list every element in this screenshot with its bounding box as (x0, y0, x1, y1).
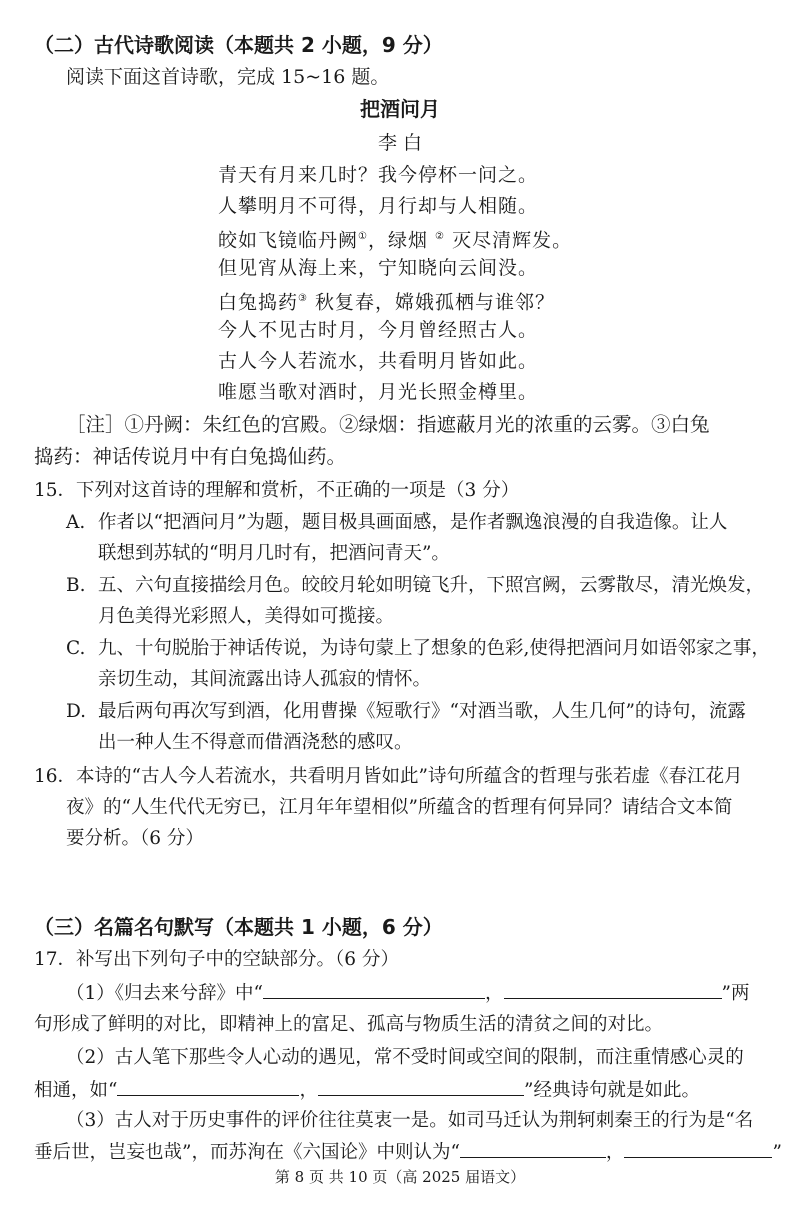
q17-blank-4[interactable] (318, 1077, 524, 1096)
q16-line-2: 夜》的“人生代代无穷已，江月年年望相似”所蕴含的哲理有何异同？请结合文本简 (66, 797, 733, 818)
page-footer: 第 8 页 共 10 页（高 2025 届语文） (274, 1168, 526, 1186)
poem-line-3 (218, 224, 572, 253)
q17-stem: 17．补写出下列句子中的空缺部分。（6 分） (34, 949, 399, 970)
q16-line-1: 16．本诗的“古人今人若流水，共看明月皆如此”诗句所蕴含的哲理与张若虚《春江花月 (34, 766, 743, 787)
q15-option-b (66, 573, 764, 599)
q15-option-a-letter: A. (66, 512, 86, 533)
q15-option-d-text: 最后两句再次写到酒，化用曹操《短歌行》“对酒当歌，人生几何”的诗句，流露 (98, 701, 746, 722)
q15-option-a (66, 510, 727, 536)
q15-option-c-text: 九、十句脱胎于神话传说，为诗句蒙上了想象的色彩,使得把酒问月如语邻家之事， (98, 638, 770, 659)
q17-blank-1[interactable] (263, 980, 485, 999)
poem-line-3-part1: 皎如飞镜临丹阙 (218, 229, 359, 252)
note-mark-1: ① (358, 231, 368, 242)
note-mark-2: ② (435, 231, 446, 242)
poem-line-3-part3: 灭尽清辉发。 (452, 229, 573, 252)
poem-line-3-part2: ，绿烟 (367, 229, 428, 252)
q15-option-a-cont: 联想到苏轼的“明月几时有，把酒问青天”。 (98, 543, 450, 564)
q15-option-b-text: 五、六句直接描绘月色。皎皎月轮如明镜飞升，下照宫阙，云雾散尽，清光焕发， (98, 575, 765, 596)
note-mark-3: ③ (298, 293, 308, 304)
poem-author: 李 白 (377, 132, 423, 154)
poem-line-5-part2: 秋复春，嫦娥孤栖与谁邻？ (315, 291, 556, 314)
poem-line-6: 今人不见古时月，今月曾经照古人。 (218, 319, 539, 341)
q17-item2-comma: ， (299, 1080, 318, 1101)
q17-item1-line1 (66, 980, 749, 1007)
q17-blank-3[interactable] (117, 1077, 299, 1096)
q17-item1-comma: ， (484, 983, 504, 1004)
q17-item3-comma: ， (605, 1142, 625, 1163)
poem-line-8: 唯愿当歌对酒时，月光长照金樽里。 (218, 381, 539, 403)
q16-line-3: 要分析。（6 分） (66, 828, 204, 849)
q15-stem: 15．下列对这首诗的理解和赏析，不正确的一项是（3 分） (34, 480, 520, 501)
q17-blank-2[interactable] (504, 980, 722, 999)
poem-line-5-part1: 白兔捣药 (218, 291, 299, 314)
q15-option-b-cont: 月色美得光彩照人，美得如可揽接。 (98, 606, 395, 627)
q15-option-c (66, 636, 770, 662)
q17-item2-prefix: 相通，如“ (34, 1080, 118, 1101)
poem-line-2: 人攀明月不可得，月行却与人相随。 (218, 195, 539, 217)
q15-option-d (66, 699, 746, 725)
q15-option-a-text: 作者以“把酒问月”为题，题目极具画面感，是作者飘逸浪漫的自我造像。让人 (98, 512, 728, 533)
q17-item1-suffix: ”两 (721, 983, 750, 1004)
poem-line-1: 青天有月来几时？我今停杯一问之。 (218, 164, 539, 186)
q17-item2-line1: （2）古人笔下那些令人心动的遇见，常不受时间或空间的限制，而注重情感心灵的 (66, 1047, 744, 1068)
q17-blank-5[interactable] (460, 1139, 606, 1158)
q15-option-b-letter: B. (66, 575, 86, 596)
poem-note-line-2: 捣药：神话传说月中有白兔捣仙药。 (34, 445, 347, 468)
q17-item1-prefix: （1）《归去来兮辞》中“ (66, 983, 263, 1004)
q15-option-c-letter: C. (66, 638, 86, 659)
q17-item3-suffix: ” (772, 1142, 782, 1163)
q15-option-d-letter: D. (66, 701, 87, 722)
q15-option-d-cont: 出一种人生不得意而借酒浇愁的感叹。 (98, 732, 413, 753)
q17-item2-suffix: ”经典诗句就是如此。 (523, 1080, 700, 1101)
q17-item3-line1: （3）古人对于历史事件的评价往往莫衷一是。如司马迁认为荆轲刺秦王的行为是“名 (66, 1110, 754, 1131)
q17-item1-line2: 句形成了鲜明的对比，即精神上的富足、孤高与物质生活的清贫之间的对比。 (34, 1014, 664, 1035)
q17-item2-line2 (34, 1077, 700, 1104)
poem-line-4: 但见宵从海上来，宁知晓向云间没。 (218, 257, 539, 279)
poem-line-7: 古人今人若流水，共看明月皆如此。 (218, 350, 539, 372)
q17-item3-line2 (34, 1139, 782, 1166)
q17-blank-6[interactable] (624, 1139, 772, 1158)
q15-option-c-cont: 亲切生动，其间流露出诗人孤寂的情怀。 (98, 669, 432, 690)
section3-heading: （三）名篇名句默写（本题共 1 小题，6 分） (34, 915, 443, 939)
q17-item3-prefix: 垂后世，岂妄也哉”，而苏洵在《六国论》中则认为“ (34, 1142, 460, 1163)
section2-instruction: 阅读下面这首诗歌，完成 15~16 题。 (66, 66, 390, 88)
poem-line-5 (218, 286, 555, 315)
poem-title: 把酒问月 (360, 97, 440, 121)
poem-note-line-1: ［注］①丹阙：朱红色的宫殿。②绿烟：指遮蔽月光的浓重的云雾。③白兔 (66, 413, 710, 436)
section2-heading: （二）古代诗歌阅读（本题共 2 小题，9 分） (34, 33, 443, 57)
